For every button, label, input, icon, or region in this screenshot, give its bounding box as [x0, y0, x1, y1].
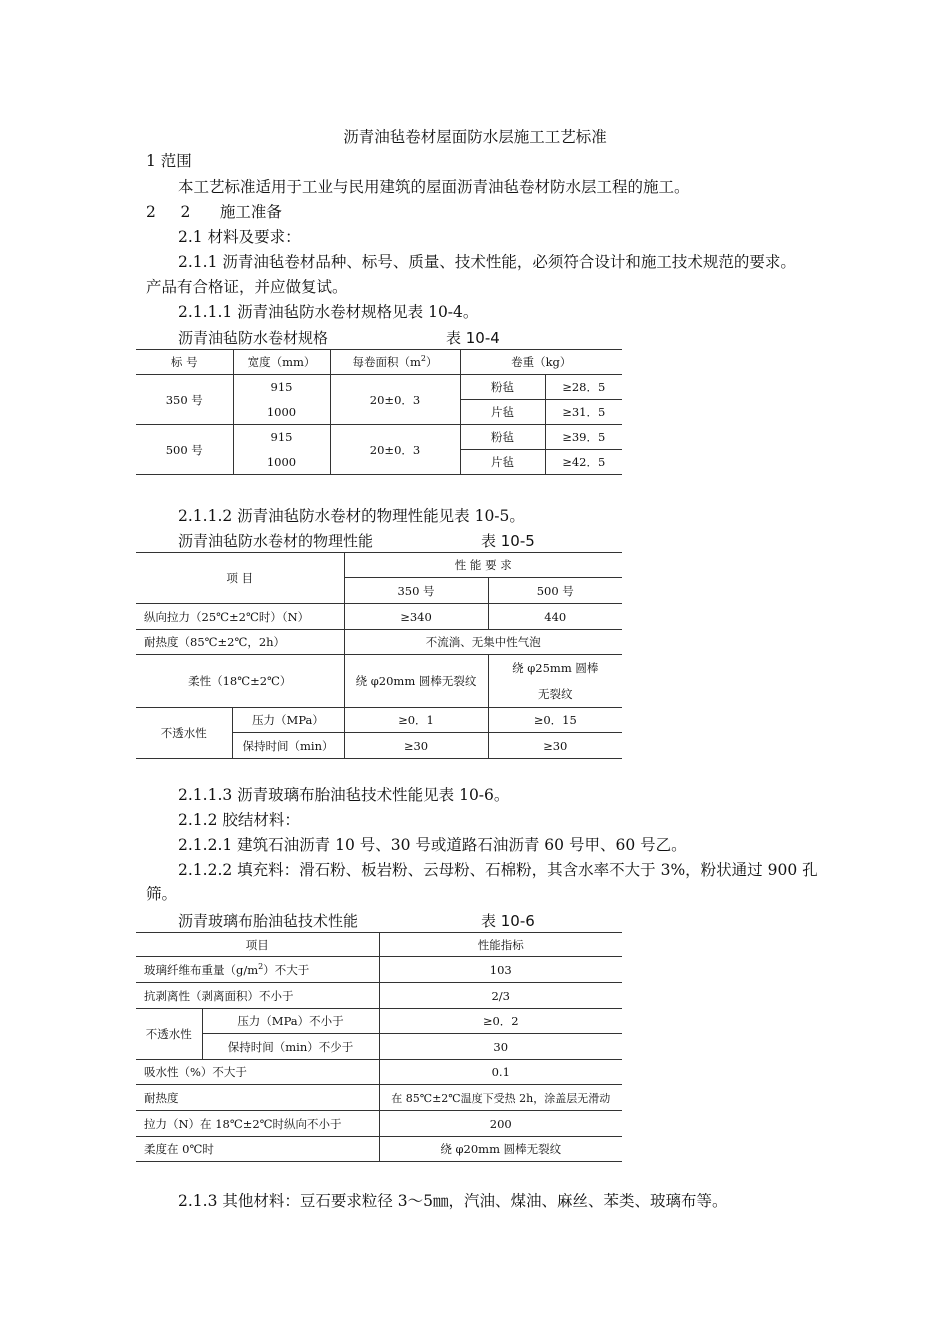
value-cell: 200: [379, 1111, 622, 1137]
value-cell: 不流淌、无集中性气泡: [344, 630, 622, 655]
section-2-1-2-1: 2.1.2.1 建筑石油沥青 10 号、30 号或道路石油沥青 60 号甲、60 号乙。: [178, 836, 687, 854]
header-cell: 标 号: [136, 350, 233, 375]
table-header-row: [136, 553, 622, 578]
value-cell: ≥0．2: [379, 1009, 622, 1034]
section-2-1-1-line1: 2.1.1 沥青油毡卷材品种、标号、质量、技术性能，必须符合设计和施工技术规范的要求。: [178, 253, 796, 271]
value-cell: 绕 φ20mm 圆棒无裂纹: [379, 1137, 622, 1162]
value-cell: ≥340: [344, 604, 488, 630]
label-cell: 吸水性（%）不大于: [136, 1060, 379, 1085]
table-row: [136, 983, 622, 1009]
area-cell: 20±0．3: [330, 375, 460, 425]
width-cell: 915: [233, 375, 330, 400]
header-cell: 项 目: [136, 553, 344, 604]
table3-number: 表 10-6: [481, 912, 535, 930]
value-cell: ≥0．15: [488, 708, 622, 733]
type-cell: 片毡: [460, 400, 545, 425]
header-cell: 500 号: [488, 578, 622, 604]
value-cell: 0.1: [379, 1060, 622, 1085]
section-2-heading: 2 2 施工准备: [146, 203, 282, 221]
value-cell: 绕 φ20mm 圆棒无裂纹: [344, 655, 488, 708]
label-cell: 保持时间（min）: [232, 733, 344, 759]
table-row: [136, 957, 622, 983]
label-cell: 纵向拉力（25℃±2℃时）（N）: [136, 604, 344, 630]
header-text: 每卷面积（m: [352, 355, 421, 369]
value-cell: 440: [488, 604, 622, 630]
header-cell: 卷重（kg）: [460, 350, 622, 375]
section-2-1-1-3: 2.1.1.3 沥青玻璃布胎油毡技术性能见表 10-6。: [178, 786, 510, 804]
section-2-1-2-2-line2: 筛。: [146, 885, 178, 903]
section-2-1-2: 2.1.2 胶结材料：: [178, 811, 300, 829]
table-header-row: [136, 933, 622, 957]
table-row: [136, 630, 622, 655]
table1-number: 表 10-4: [446, 329, 500, 347]
value-cell: 30: [379, 1034, 622, 1060]
section-1-body: 本工艺标准适用于工业与民用建筑的屋面沥青油毡卷材防水层工程的施工。: [178, 178, 690, 196]
label-cell: 保持时间（min）不少于: [202, 1034, 379, 1060]
grade-cell: 350 号: [136, 375, 233, 425]
label-cell: [136, 957, 379, 983]
weight-cell: ≥31．5: [545, 400, 622, 425]
table-row: [136, 708, 622, 733]
value-cell: ≥0．1: [344, 708, 488, 733]
table2-caption: 沥青油毡防水卷材的物理性能: [178, 532, 374, 550]
superscript: 2: [420, 354, 426, 364]
table-row: [136, 1111, 622, 1137]
type-cell: 粉毡: [460, 425, 545, 450]
label-cell: 拉力（N）在 18℃±2℃时纵向不小于: [136, 1111, 379, 1137]
type-cell: 片毡: [460, 450, 545, 475]
header-cell: 项目: [136, 933, 379, 957]
value-cell: 在 85℃±2℃温度下受热 2h，涂盖层无滑动: [379, 1085, 622, 1111]
label-cell: 压力（MPa）: [232, 708, 344, 733]
table3-caption: 沥青玻璃布胎油毡技术性能: [178, 912, 359, 930]
table-row: [136, 655, 622, 708]
type-cell: 粉毡: [460, 375, 545, 400]
document-title: 沥青油毡卷材屋面防水层施工工艺标准: [343, 128, 607, 146]
table-row: [136, 1009, 622, 1034]
table-header-row: [136, 350, 622, 375]
table2-number: 表 10-5: [481, 532, 535, 550]
value-cell: 2/3: [379, 983, 622, 1009]
width-cell: 915: [233, 425, 330, 450]
header-cell: 性 能 要 求: [344, 553, 622, 578]
label-cell: 柔度在 0℃时: [136, 1137, 379, 1162]
label-cell: 不透水性: [136, 1009, 202, 1060]
section-2-1-3: 2.1.3 其他材料：豆石要求粒径 3～5㎜，汽油、煤油、麻丝、苯类、玻璃布等。: [178, 1192, 728, 1210]
table-row: [136, 425, 622, 450]
width-cell: 1000: [233, 400, 330, 425]
table-row: [136, 1085, 622, 1111]
value-cell: ≥30: [488, 733, 622, 759]
width-cell: 1000: [233, 450, 330, 475]
table1-caption: 沥青油毡防水卷材规格: [178, 329, 329, 347]
table-10-6: [136, 932, 622, 1162]
section-1-heading: 1 范围: [146, 152, 192, 170]
value-cell: 103: [379, 957, 622, 983]
section-2-1-1-1: 2.1.1.1 沥青油毡防水卷材规格见表 10-4。: [178, 303, 479, 321]
weight-cell: ≥42．5: [545, 450, 622, 475]
label-cell: 耐热度（85℃±2℃，2h）: [136, 630, 344, 655]
value-cell: ≥30: [344, 733, 488, 759]
table-row: [136, 1137, 622, 1162]
label-cell: 不透水性: [136, 708, 232, 759]
section-2-1-1-line2: 产品有合格证，并应做复试。: [146, 278, 348, 296]
grade-cell: 500 号: [136, 425, 233, 475]
header-cell: 宽度（mm）: [233, 350, 330, 375]
section-2-1-2-2-line1: 2.1.2.2 填充料：滑石粉、板岩粉、云母粉、石棉粉，其含水率不大于 3%，粉状通过 900 孔: [178, 861, 818, 879]
superscript: 2: [258, 961, 264, 971]
table-row: [136, 604, 622, 630]
label-cell: 压力（MPa）不小于: [202, 1009, 379, 1034]
section-2-1-1-2: 2.1.1.2 沥青油毡防水卷材的物理性能见表 10-5。: [178, 507, 525, 525]
table-row: [136, 1060, 622, 1085]
weight-cell: ≥28．5: [545, 375, 622, 400]
table-row: [136, 375, 622, 400]
table-10-5: [136, 552, 622, 759]
header-cell: 性能指标: [379, 933, 622, 957]
table-10-4: [136, 349, 622, 475]
table-row: [136, 1034, 622, 1060]
label-cell: 抗剥离性（剥离面积）不小于: [136, 983, 379, 1009]
label-text: 玻璃纤维布重量（g/m: [144, 962, 259, 977]
header-cell: 350 号: [344, 578, 488, 604]
weight-cell: ≥39．5: [545, 425, 622, 450]
section-2-1: 2.1 材料及要求：: [178, 228, 301, 246]
value-cell: 绕 φ25mm 圆棒无裂纹: [488, 655, 622, 708]
header-cell: 每卷面积$(m^2)$: [330, 350, 460, 375]
label-text: ）不大于: [263, 962, 310, 977]
label-cell: 柔性（18℃±2℃）: [136, 655, 344, 708]
label-cell: 耐热度: [136, 1085, 379, 1111]
area-cell: 20±0．3: [330, 425, 460, 475]
